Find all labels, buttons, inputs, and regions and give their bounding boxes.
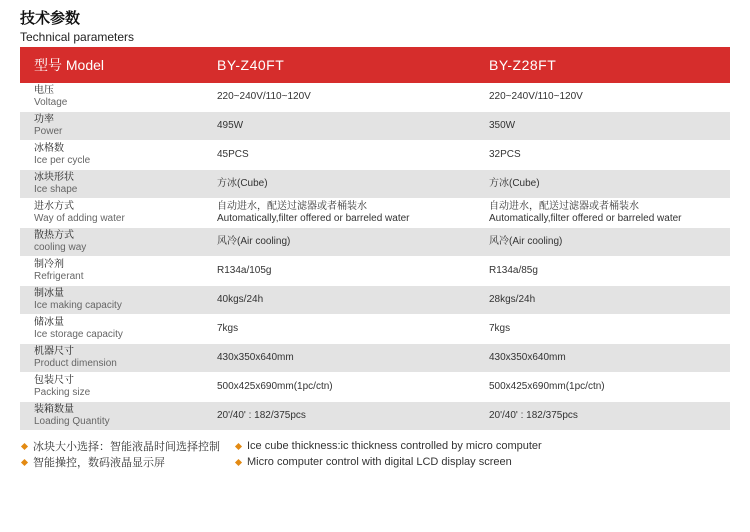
row-value-model-b — [489, 381, 730, 393]
row-value-model-b — [489, 265, 730, 277]
note-zh — [20, 438, 234, 454]
row-value-model-b — [489, 236, 730, 248]
row-label — [20, 317, 217, 341]
row-value-model-b — [489, 201, 730, 225]
value-line: 500x425x690mm(1pc/ctn) — [489, 381, 605, 392]
table-row — [20, 228, 730, 257]
row-label — [20, 288, 217, 312]
row-label-en: Ice storage capacity — [34, 329, 123, 340]
bullet-diamond-icon — [235, 442, 242, 449]
row-value-model-b — [489, 410, 730, 422]
value-line: R134a/85g — [489, 265, 538, 276]
bullet-diamond-icon — [21, 442, 28, 449]
bullet-diamond-icon — [21, 458, 28, 465]
spec-table-body — [20, 83, 730, 431]
row-label-zh: 散热方式 — [34, 230, 74, 241]
value-line: 风冷(Air cooling) — [489, 236, 563, 247]
row-value-model-b — [489, 294, 730, 306]
bullet-diamond-icon — [235, 458, 242, 465]
row-label-zh: 装箱数量 — [34, 404, 74, 415]
row-value-model-a — [217, 410, 489, 422]
table-row — [20, 141, 730, 170]
row-value-model-b — [489, 91, 730, 103]
row-label-en: Ice per cycle — [34, 155, 91, 166]
row-label — [20, 230, 217, 254]
row-value-model-a — [217, 149, 489, 161]
value-line: 方冰(Cube) — [217, 178, 268, 189]
value-line: 350W — [489, 120, 516, 131]
value-line: 自动进水，配送过滤器或者桶装水 — [489, 201, 639, 212]
row-label-zh: 储冰量 — [34, 317, 64, 328]
page-title-zh: 技术参数 — [20, 10, 81, 27]
note-text: 冰块大小选择：智能液晶时间选择控制 — [33, 441, 220, 453]
row-value-model-a — [217, 381, 489, 393]
table-row — [20, 373, 730, 402]
page-heading — [20, 10, 134, 45]
header-model-a: BY-Z40FT — [217, 57, 285, 73]
value-line: Automatically,filter offered or barreled water — [217, 213, 410, 224]
row-label-zh: 进水方式 — [34, 201, 74, 212]
row-label-zh: 制冷剂 — [34, 259, 64, 270]
row-value-model-a — [217, 236, 489, 248]
value-line: 7kgs — [489, 323, 511, 334]
table-row — [20, 170, 730, 199]
note-text: 智能操控，数码液晶显示屏 — [33, 457, 165, 469]
value-line: 28kgs/24h — [489, 294, 536, 305]
feature-notes — [20, 438, 730, 470]
page-title-en: Technical parameters — [20, 30, 135, 44]
row-label — [20, 346, 217, 370]
row-value-model-b — [489, 178, 730, 190]
header-model-b: BY-Z28FT — [489, 57, 557, 73]
header-model-label: 型号 Model — [34, 57, 105, 73]
row-label-en: cooling way — [34, 242, 87, 253]
note-en — [234, 456, 512, 468]
row-value-model-a — [217, 120, 489, 132]
value-line: 自动进水，配送过滤器或者桶装水 — [217, 201, 367, 212]
note-text: Ice cube thickness:ic thickness controlled by micro computer — [247, 440, 542, 452]
row-value-model-a — [217, 265, 489, 277]
value-line: 500x425x690mm(1pc/ctn) — [217, 381, 333, 392]
note-en — [234, 440, 542, 452]
value-line: 495W — [217, 120, 244, 131]
row-label — [20, 143, 217, 167]
row-value-model-a — [217, 178, 489, 190]
row-label-zh: 电压 — [34, 85, 54, 96]
row-label-zh: 机器尺寸 — [34, 346, 74, 357]
value-line: Automatically,filter offered or barreled water — [489, 213, 682, 224]
note-row — [20, 438, 730, 454]
row-label-zh: 制冰量 — [34, 288, 64, 299]
row-label-en: Voltage — [34, 97, 68, 108]
row-label-en: Ice shape — [34, 184, 78, 195]
value-line: 40kgs/24h — [217, 294, 264, 305]
row-label-en: Packing size — [34, 387, 91, 398]
row-label-en: Loading Quantity — [34, 416, 110, 427]
row-label — [20, 375, 217, 399]
table-row — [20, 344, 730, 373]
row-value-model-b — [489, 120, 730, 132]
row-value-model-a — [217, 323, 489, 335]
table-row — [20, 112, 730, 141]
row-value-model-a — [217, 91, 489, 103]
row-value-model-a — [217, 201, 489, 225]
row-label-en: Power — [34, 126, 63, 137]
row-label — [20, 85, 217, 109]
table-row — [20, 199, 730, 228]
row-value-model-b — [489, 149, 730, 161]
value-line: 220~240V/110~120V — [217, 91, 311, 102]
row-label-zh: 功率 — [34, 114, 54, 125]
row-label-en: Product dimension — [34, 358, 117, 369]
table-row — [20, 315, 730, 344]
row-value-model-b — [489, 352, 730, 364]
value-line: 20'/40' : 182/375pcs — [489, 410, 578, 421]
table-row — [20, 257, 730, 286]
value-line: 20'/40' : 182/375pcs — [217, 410, 306, 421]
row-label-zh: 包装尺寸 — [34, 375, 74, 386]
row-value-model-a — [217, 352, 489, 364]
row-label — [20, 404, 217, 428]
value-line: 32PCS — [489, 149, 521, 160]
value-line: 430x350x640mm — [217, 352, 294, 363]
value-line: R134a/105g — [217, 265, 272, 276]
row-label-en: Ice making capacity — [34, 300, 122, 311]
row-value-model-a — [217, 294, 489, 306]
note-row — [20, 454, 730, 470]
table-row — [20, 402, 730, 431]
row-label-en: Refrigerant — [34, 271, 84, 282]
row-value-model-b — [489, 323, 730, 335]
row-label — [20, 172, 217, 196]
row-label-zh: 冰块形状 — [34, 172, 74, 183]
row-label — [20, 201, 217, 225]
value-line: 7kgs — [217, 323, 239, 334]
table-row — [20, 83, 730, 112]
note-text: Micro computer control with digital LCD display screen — [247, 456, 512, 468]
value-line: 430x350x640mm — [489, 352, 566, 363]
value-line: 风冷(Air cooling) — [217, 236, 291, 247]
value-line: 45PCS — [217, 149, 249, 160]
row-label — [20, 114, 217, 138]
spec-table — [20, 47, 730, 431]
value-line: 方冰(Cube) — [489, 178, 540, 189]
row-label-zh: 冰格数 — [34, 143, 64, 154]
note-zh — [20, 454, 234, 470]
spec-table-header — [20, 47, 730, 83]
table-row — [20, 286, 730, 315]
row-label — [20, 259, 217, 283]
value-line: 220~240V/110~120V — [489, 91, 583, 102]
row-label-en: Way of adding water — [34, 213, 125, 224]
